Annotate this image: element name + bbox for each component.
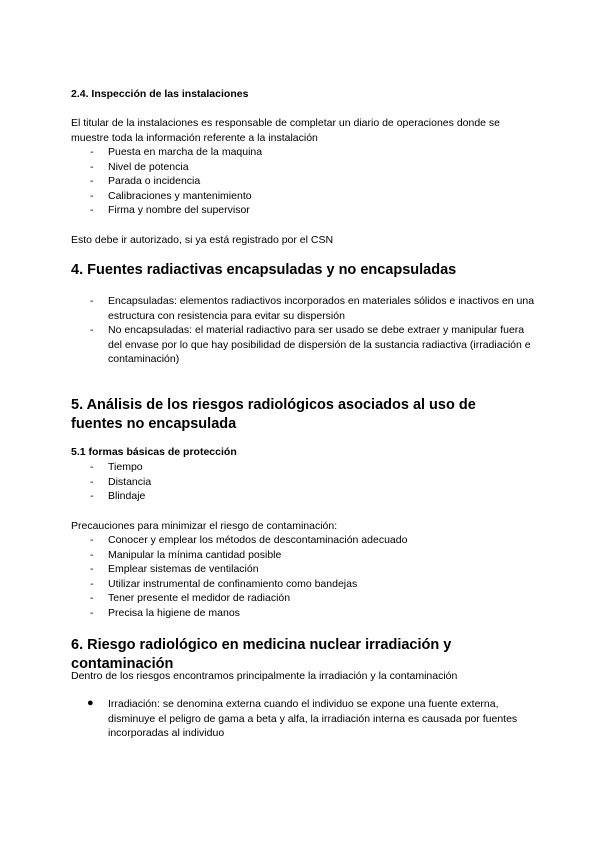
list-item: - Firma y nombre del supervisor	[90, 204, 250, 216]
list-item: - Nivel de potencia	[90, 160, 189, 173]
list-item: - Calibraciones y mantenimiento	[90, 189, 252, 202]
list-item: - Blindaje	[90, 490, 146, 502]
section-2-4-heading: 2.4. Inspección de las instalaciones	[71, 88, 249, 100]
list-item: - Distancia	[90, 475, 152, 488]
section-6-intro: Dentro de los riesgos encontramos principalmente la irradiación y la contaminación	[71, 670, 458, 682]
list-item: - Parada o incidencia	[90, 175, 201, 187]
sources-list	[71, 294, 535, 367]
risks-list	[71, 697, 531, 741]
precautions-list	[71, 533, 531, 620]
section-5-heading: 5. Análisis de los riesgos radiológicos asociados al uso de fuentes no encapsulada	[71, 397, 476, 432]
list-item: - Tener presente el medidor de radiación	[90, 592, 291, 604]
list-item: - No encapsuladas: el material radiactivo para ser usado se debe extraer y manipular fuera del envase por lo que hay posibilidad de dispersión de la sustancia radiactiva (irradiación e contaminación)	[90, 324, 531, 365]
bullet-icon: ●	[87, 697, 94, 709]
list-item: - Precisa la higiene de manos	[90, 606, 240, 619]
list-item: - Encapsuladas: elementos radiactivos incorporados en materiales sólidos e inactivos en una estructura con resistencia para evitar su dispersión	[90, 295, 535, 322]
precautions-intro: Precauciones para minimizar el riesgo de contaminación:	[71, 520, 338, 532]
list-item: - Emplear sistemas de ventilación	[90, 563, 259, 575]
section-6-heading: 6. Riesgo radiológico en medicina nuclear irradiación y contaminación	[71, 637, 452, 672]
list-item: ● Irradiación: se denomina externa cuando el individuo se expone una fuente externa, disminuye el peligro de gama a beta y alfa, la irradiación interna es causada por fuentes incorporadas al individuo	[87, 697, 518, 739]
list-item: - Conocer y emplear los métodos de descontaminación adecuado	[90, 534, 408, 546]
list-item: - Puesta en marcha de la maquina	[90, 146, 263, 158]
inspection-list	[71, 145, 531, 218]
protection-forms-list	[71, 460, 531, 504]
list-item: - Tiempo	[90, 461, 143, 473]
section-4-heading: 4. Fuentes radiactivas encapsuladas y no encapsuladas	[71, 262, 457, 278]
section-5-1-heading: 5.1 formas básicas de protección	[71, 446, 237, 458]
list-item: - Utilizar instrumental de confinamiento como bandejas	[90, 577, 358, 590]
section-2-4-note: Esto debe ir autorizado, si ya está registrado por el CSN	[71, 234, 334, 246]
list-item: - Manipular la mínima cantidad posible	[90, 548, 282, 561]
section-2-4-intro: El titular de la instalaciones es responsable de completar un diario de operaciones donde se muestre toda la información referente a la instalación	[71, 117, 501, 144]
